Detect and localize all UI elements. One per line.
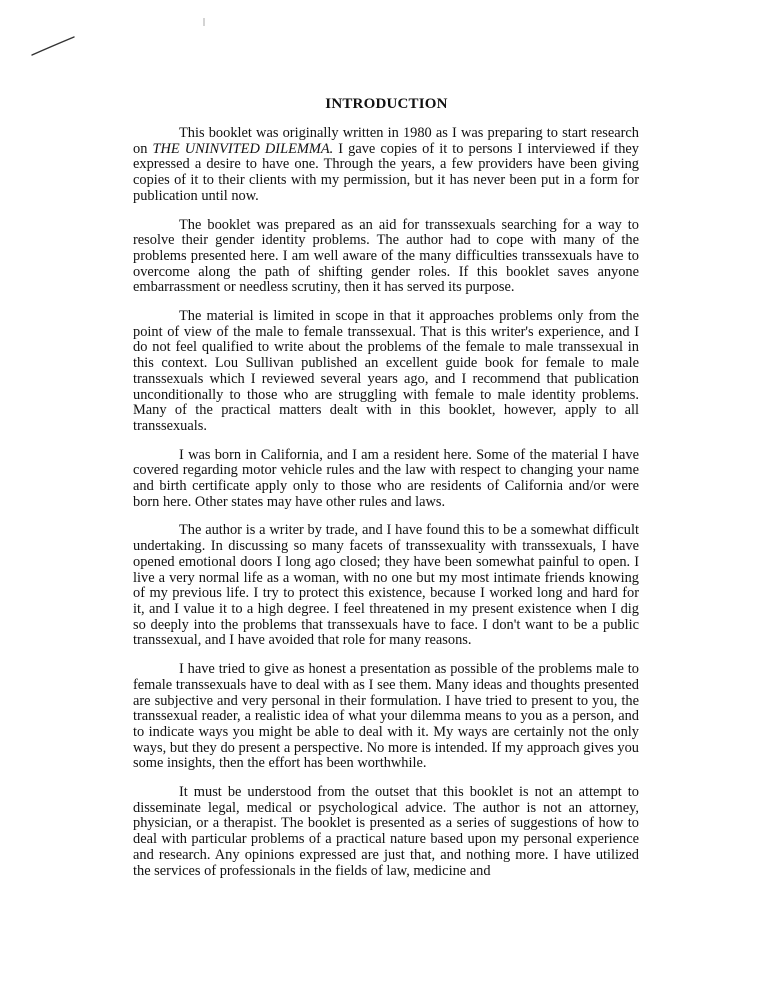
paragraph-5: The author is a writer by trade, and I have found this to be a somewhat difficult undertaking. In discussing so many facets of transsexuality with transsexuals, I have opened emotional doors I long ago closed; they have been somewhat painful to open. I live a very normal life as a woman, with no one but my most intimate friends knowing of my previous life. I try to protect this existence, because I worked long and hard for it, and I value it to a high degree. I feel threatened in my present existence when I dig so deeply into the problems that transsexuals have to face. I don't want to be a public transsexual, and I have avoided that role for many reasons.	[133, 522, 639, 649]
body-text	[133, 126, 639, 892]
paragraph-2: The booklet was prepared as an aid for transsexuals searching for a way to resolve their gender identity problems. The author had to cope with many of the problems presented here. I am well aware of the many difficulties transsexuals have to overcome along the path of shifting gender roles. If this booklet saves anyone embarrassment or needless scrutiny, then it has served its purpose.	[133, 216, 639, 296]
page-title: INTRODUCTION	[325, 96, 448, 112]
paragraph-4: I was born in California, and I am a resident here. Some of the material I have covered regarding motor vehicle rules and the law with respect to changing your name and birth certificate apply only to those who are residents of California and/or were born here. Other states may have other rules and laws.	[133, 446, 639, 510]
paragraph-3: The material is limited in scope in that it approaches problems only from the point of view of the male to female transsexual. That is this writer's experience, and I do not feel qualified to write about the problems of the female to male transsexual in this context. Lou Sullivan published an excellent guide book for female to male transsexuals which I reviewed several years ago, and I recommend that publication unconditionally to those who are struggling with female to male identity problems. Many of the practical matters dealt with in this booklet, however, apply to all transsexuals.	[133, 308, 639, 434]
paragraph-1	[133, 126, 639, 205]
pen-stroke-icon	[30, 34, 76, 58]
book-title-italic: THE UNINVITED DILEMMA.	[152, 140, 334, 157]
paragraph-6: I have tried to give as honest a presentation as possible of the problems male to female transsexuals have to deal with as I see them. Many ideas and thoughts presented are subjective and very personal in their formulation. I have tried to present to you, the transsexual reader, a realistic idea of what your dilemma means to you as a person, and to indicate ways you might be able to deal with it. My ways are certainly not the only ways, but they do present a perspective. No more is intended. If my approach gives you some insights, then the effort has been worthwhile.	[133, 661, 639, 772]
paragraph-1-rest: I gave copies of it to persons I interviewed if they expressed a desire to have one. Through the years, a few providers have been giving copies of it to their clients with my permission, but it has never been put in a form for publication until now.	[133, 140, 639, 204]
scan-artifact-mark	[203, 18, 205, 26]
paragraph-1-lead: This booklet was originally written in 1980 as I was preparing to start research on	[133, 125, 639, 157]
paragraph-7: It must be understood from the outset that this booklet is not an attempt to disseminate legal, medical or psychological advice. The author is not an attorney, physician, or a therapist. The booklet is presented as a series of suggestions of how to deal with particular problems of a practical nature based upon my personal experience and research. Any opinions expressed are just that, and nothing more. I have utilized the services of professionals in the fields of law, medicine and	[133, 784, 639, 879]
